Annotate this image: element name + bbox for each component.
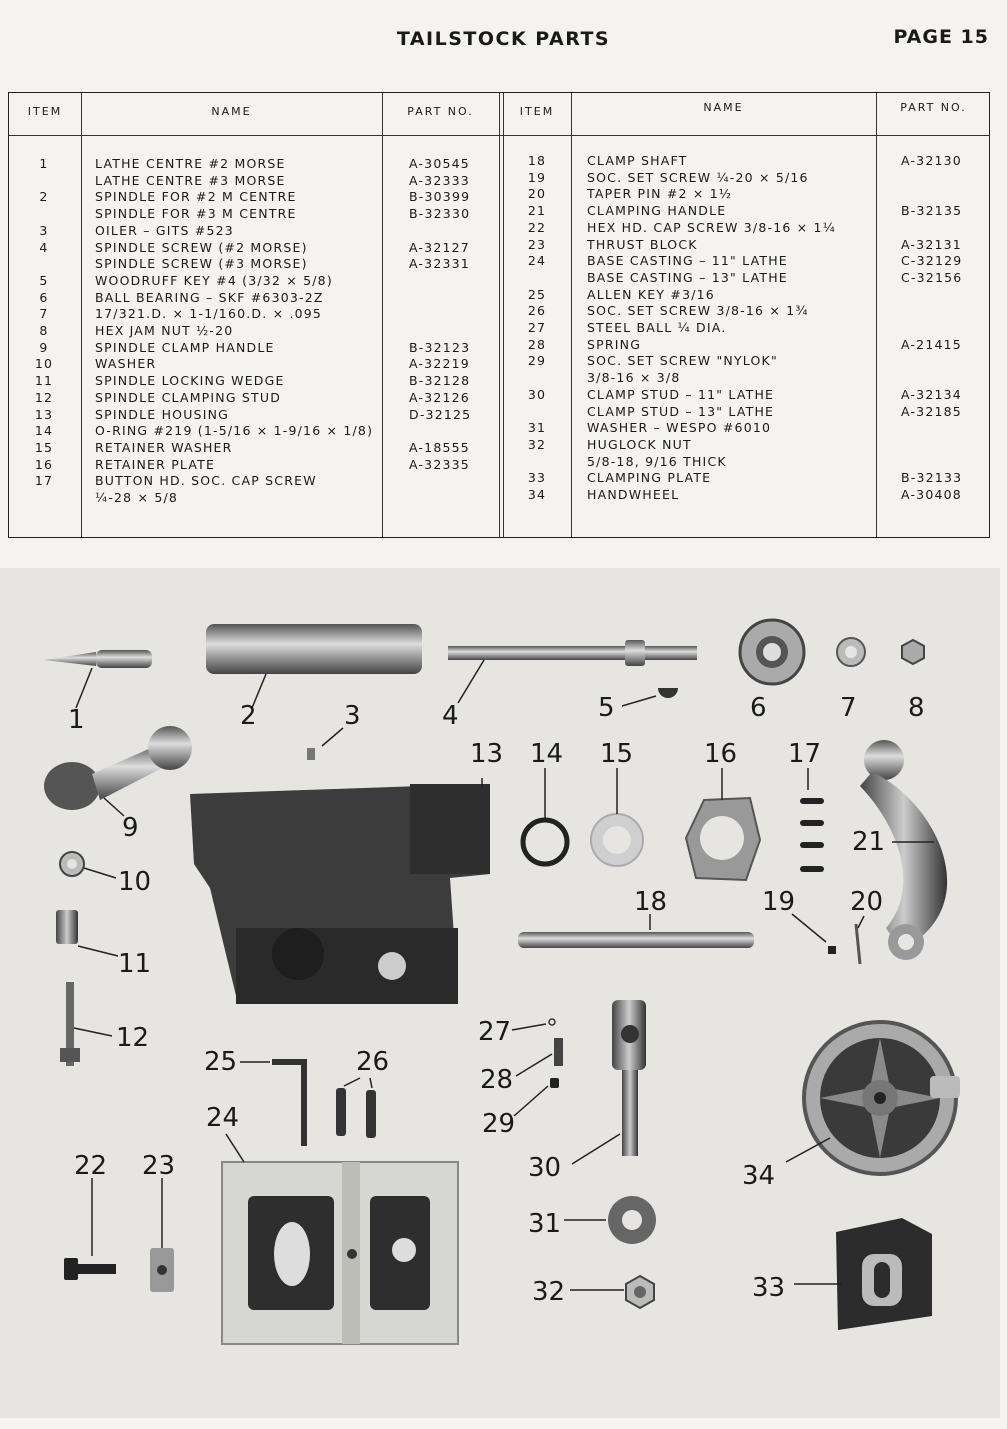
table-row-item: 26 bbox=[527, 303, 547, 319]
table-row-name: STEEL BALL ¼ DIA. bbox=[587, 320, 727, 335]
callout-1: 1 bbox=[68, 705, 85, 735]
table-row-name: SOC. SET SCREW 3/8-16 × 1¾ bbox=[587, 303, 809, 319]
callout-15: 15 bbox=[600, 739, 634, 769]
part-set-screw bbox=[828, 946, 836, 954]
table-row-name: SOC. SET SCREW ¼-20 × 5/16 bbox=[587, 169, 809, 185]
table-row-item: 31 bbox=[527, 420, 547, 436]
part-ball-bearing bbox=[740, 620, 804, 684]
callout-33: 33 bbox=[752, 1273, 786, 1303]
table-row-name: WOODRUFF KEY #4 (3/32 × 5/8) bbox=[95, 272, 333, 288]
callout-34: 34 bbox=[742, 1161, 776, 1191]
table-row-item: 5 bbox=[39, 272, 49, 288]
callout-23: 23 bbox=[142, 1151, 176, 1181]
table-row-name: SOC. SET SCREW "NYLOK" bbox=[587, 353, 778, 369]
part-washer bbox=[60, 852, 116, 878]
part-spindle-housing bbox=[190, 778, 490, 1004]
table-row-name: WASHER bbox=[95, 356, 157, 372]
callout-4: 4 bbox=[442, 701, 459, 731]
table-row-name: 5/8-18, 9/16 THICK bbox=[587, 453, 727, 469]
table-row-name: CLAMPING HANDLE bbox=[587, 203, 727, 219]
table-row-part: B-32123 bbox=[409, 339, 471, 355]
part-spindle-clamping-stud bbox=[60, 982, 112, 1066]
table-row-part: A-32131 bbox=[901, 236, 962, 252]
table-row-name: ALLEN KEY #3/16 bbox=[587, 286, 715, 302]
parts-table bbox=[8, 92, 990, 538]
part-taper-pin bbox=[856, 924, 860, 964]
table-row-item: 22 bbox=[527, 219, 547, 235]
table-row-item: 17 bbox=[34, 473, 54, 489]
table-row-name: SPINDLE CLAMPING STUD bbox=[95, 389, 282, 405]
table-row-name: SPINDLE SCREW (#3 MORSE) bbox=[95, 256, 308, 272]
table-row-part: A-21415 bbox=[901, 336, 962, 352]
table-row-name: OILER – GITS #523 bbox=[95, 222, 234, 238]
part-socket-set-screws bbox=[336, 1078, 376, 1138]
part-washer-small bbox=[837, 638, 865, 666]
callout-10: 10 bbox=[118, 867, 152, 897]
table-row-item: 2 bbox=[39, 189, 49, 205]
table-row-name: SPINDLE FOR #3 M CENTRE bbox=[95, 206, 297, 222]
table-row-item: 19 bbox=[527, 169, 547, 185]
callout-30: 30 bbox=[528, 1153, 562, 1183]
table-row-part: A-32130 bbox=[901, 153, 962, 168]
part-spindle-clamp-handle bbox=[44, 726, 192, 816]
table-row-part: D-32125 bbox=[409, 406, 472, 422]
part-wespo-washer bbox=[564, 1196, 656, 1244]
table-row-item: 16 bbox=[34, 456, 54, 472]
header-part-left: PART NO. bbox=[407, 105, 474, 118]
table-row-item: 25 bbox=[527, 286, 547, 302]
table-row-item: 3 bbox=[39, 222, 49, 238]
table-row-name: CLAMPING PLATE bbox=[587, 470, 712, 486]
table-row-name: LATHE CENTRE #2 MORSE bbox=[95, 156, 286, 171]
table-row-name: WASHER – WESPO #6010 bbox=[587, 420, 772, 436]
table-row-part: A-32127 bbox=[409, 239, 470, 255]
table-row-part: A-32331 bbox=[409, 256, 470, 272]
table-row-item: 20 bbox=[527, 186, 547, 202]
table-row-name: CLAMP STUD – 11" LATHE bbox=[587, 386, 775, 402]
part-clamp-stud bbox=[572, 1000, 646, 1164]
part-oiler bbox=[307, 748, 315, 760]
part-spindle-screw bbox=[448, 640, 697, 703]
callout-11: 11 bbox=[118, 949, 152, 979]
table-row-name: SPINDLE FOR #2 M CENTRE bbox=[95, 189, 297, 205]
table-row-item: 7 bbox=[39, 306, 49, 322]
page-number: PAGE 15 bbox=[893, 26, 989, 48]
part-nylok-set-screw bbox=[550, 1078, 559, 1088]
exploded-parts-photo bbox=[0, 568, 1000, 1418]
table-row-name: SPINDLE HOUSING bbox=[95, 406, 230, 422]
table-row-name: SPINDLE CLAMP HANDLE bbox=[95, 339, 275, 355]
part-retainer-plate bbox=[686, 768, 760, 880]
table-row-item: 6 bbox=[39, 289, 49, 305]
table-row-name: HEX HD. CAP SCREW 3/8-16 × 1¼ bbox=[587, 219, 836, 235]
table-row-item: 18 bbox=[527, 153, 547, 168]
part-retainer-washer bbox=[591, 768, 643, 866]
table-row-item: 21 bbox=[527, 203, 547, 219]
callout-9: 9 bbox=[122, 813, 139, 843]
callout-8: 8 bbox=[908, 693, 925, 723]
part-thrust-block bbox=[150, 1178, 174, 1292]
part-lathe-centre bbox=[44, 650, 152, 708]
table-row-name: BASE CASTING – 11" LATHE bbox=[587, 253, 788, 269]
callout-3: 3 bbox=[344, 701, 361, 731]
table-row-part: A-32126 bbox=[409, 389, 470, 405]
table-row-part: B-30399 bbox=[409, 189, 471, 205]
table-row-item: 32 bbox=[527, 436, 547, 452]
callout-21: 21 bbox=[852, 827, 886, 857]
callout-7: 7 bbox=[840, 693, 857, 723]
table-row-name: SPRING bbox=[587, 336, 642, 352]
table-row-name: CLAMP SHAFT bbox=[587, 153, 688, 168]
part-button-head-cap-screws bbox=[800, 768, 824, 872]
table-row-part: C-32129 bbox=[901, 253, 963, 269]
callout-28: 28 bbox=[480, 1065, 514, 1095]
header-rule bbox=[9, 135, 989, 136]
table-row-item: 10 bbox=[34, 356, 54, 372]
table-row-part: A-32134 bbox=[901, 386, 962, 402]
callout-14: 14 bbox=[530, 739, 564, 769]
callout-22: 22 bbox=[74, 1151, 108, 1181]
table-row-name: RETAINER PLATE bbox=[95, 456, 216, 472]
part-steel-ball bbox=[549, 1019, 555, 1025]
table-row-item: 1 bbox=[39, 156, 49, 171]
column-divider bbox=[382, 93, 383, 537]
table-row-item: 23 bbox=[527, 236, 547, 252]
column-divider bbox=[876, 93, 877, 537]
part-clamp-shaft bbox=[518, 932, 754, 948]
part-woodruff-key bbox=[658, 688, 678, 698]
table-row-item: 8 bbox=[39, 323, 49, 338]
table-row-item: 14 bbox=[34, 423, 54, 439]
table-row-name: BALL BEARING – SKF #6303-2Z bbox=[95, 289, 324, 305]
table-row-name: O-RING #219 (1-5/16 × 1-9/16 × 1/8) bbox=[95, 423, 374, 439]
callout-16: 16 bbox=[704, 739, 738, 769]
part-spindle-locking-wedge bbox=[56, 910, 78, 944]
table-row-name: BUTTON HD. SOC. CAP SCREW bbox=[95, 473, 317, 489]
part-o-ring bbox=[523, 820, 567, 864]
callout-19: 19 bbox=[762, 887, 796, 917]
table-row-name: ¼-28 × 5/8 bbox=[95, 490, 179, 505]
part-spring bbox=[516, 1038, 563, 1076]
table-row-name: HANDWHEEL bbox=[587, 487, 680, 502]
callout-29: 29 bbox=[482, 1109, 516, 1139]
callout-5: 5 bbox=[598, 693, 615, 723]
table-row-part: B-32133 bbox=[901, 470, 963, 486]
table-row-part: A-32333 bbox=[409, 172, 470, 188]
table-row-part: A-32185 bbox=[901, 403, 962, 419]
table-row-item: 33 bbox=[527, 470, 547, 486]
table-row-item: 11 bbox=[34, 373, 54, 389]
callout-27: 27 bbox=[478, 1017, 512, 1047]
table-row-part: A-32335 bbox=[409, 456, 470, 472]
callout-20: 20 bbox=[850, 887, 884, 917]
table-row-name: RETAINER WASHER bbox=[95, 439, 233, 455]
callout-24: 24 bbox=[206, 1103, 240, 1133]
part-handwheel bbox=[786, 1022, 960, 1174]
table-row-part: A-32219 bbox=[409, 356, 470, 372]
table-row-name: BASE CASTING – 13" LATHE bbox=[587, 269, 788, 285]
table-row-item: 9 bbox=[39, 339, 49, 355]
table-row-item: 30 bbox=[527, 386, 547, 402]
header-part-right: PART NO. bbox=[900, 101, 967, 114]
column-divider bbox=[81, 93, 82, 537]
part-huglock-nut bbox=[570, 1276, 654, 1308]
header-item-right: ITEM bbox=[519, 105, 555, 118]
table-row-part: B-32135 bbox=[901, 203, 963, 219]
table-row-item: 29 bbox=[527, 353, 547, 369]
table-row-name: CLAMP STUD – 13" LATHE bbox=[587, 403, 775, 419]
table-row-name: HEX JAM NUT ½-20 bbox=[95, 323, 234, 338]
part-base-casting bbox=[222, 1134, 458, 1344]
callout-18: 18 bbox=[634, 887, 668, 917]
callout-2: 2 bbox=[240, 701, 257, 731]
callout-32: 32 bbox=[532, 1277, 566, 1307]
header-item-left: ITEM bbox=[27, 105, 63, 118]
callout-31: 31 bbox=[528, 1209, 562, 1239]
callout-25: 25 bbox=[204, 1047, 238, 1077]
table-row-item: 12 bbox=[34, 389, 54, 405]
table-row-part: B-32330 bbox=[409, 206, 471, 222]
callout-12: 12 bbox=[116, 1023, 150, 1053]
table-row-item: 24 bbox=[527, 253, 547, 269]
table-row-name: 17/321.D. × 1-1/160.D. × .095 bbox=[95, 306, 323, 322]
table-row-name: THRUST BLOCK bbox=[587, 236, 698, 252]
table-row-name: SPINDLE SCREW (#2 MORSE) bbox=[95, 239, 308, 255]
table-row-item: 28 bbox=[527, 336, 547, 352]
parts-illustration bbox=[0, 568, 1000, 1418]
header-name-right: NAME bbox=[703, 101, 744, 114]
header-name-left: NAME bbox=[211, 105, 252, 118]
table-row-name: 3/8-16 × 3/8 bbox=[587, 370, 681, 386]
table-row-part: A-30545 bbox=[409, 156, 470, 171]
table-row-part: A-30408 bbox=[901, 487, 962, 502]
column-divider bbox=[571, 93, 572, 537]
part-hex-cap-screw bbox=[64, 1178, 116, 1280]
table-row-item: 34 bbox=[527, 487, 547, 502]
callout-17: 17 bbox=[788, 739, 822, 769]
part-hex-jam-nut bbox=[902, 640, 924, 664]
part-spindle bbox=[206, 624, 422, 708]
table-row-name: HUGLOCK NUT bbox=[587, 436, 692, 452]
callout-13: 13 bbox=[470, 739, 504, 769]
table-row-item: 15 bbox=[34, 439, 54, 455]
callout-26: 26 bbox=[356, 1047, 390, 1077]
column-divider bbox=[499, 93, 500, 537]
table-row-name: SPINDLE LOCKING WEDGE bbox=[95, 373, 285, 389]
callout-6: 6 bbox=[750, 693, 767, 723]
table-row-part: C-32156 bbox=[901, 269, 963, 285]
page-title: TAILSTOCK PARTS bbox=[396, 28, 611, 50]
part-clamping-plate bbox=[794, 1218, 932, 1330]
table-row-item: 13 bbox=[34, 406, 54, 422]
table-row-name: LATHE CENTRE #3 MORSE bbox=[95, 172, 286, 188]
table-row-name: TAPER PIN #2 × 1½ bbox=[587, 186, 733, 202]
table-row-item: 27 bbox=[527, 320, 547, 335]
table-row-part: A-18555 bbox=[409, 439, 470, 455]
table-row-item: 4 bbox=[39, 239, 49, 255]
part-allen-key bbox=[240, 1062, 304, 1146]
table-row-part: B-32128 bbox=[409, 373, 471, 389]
